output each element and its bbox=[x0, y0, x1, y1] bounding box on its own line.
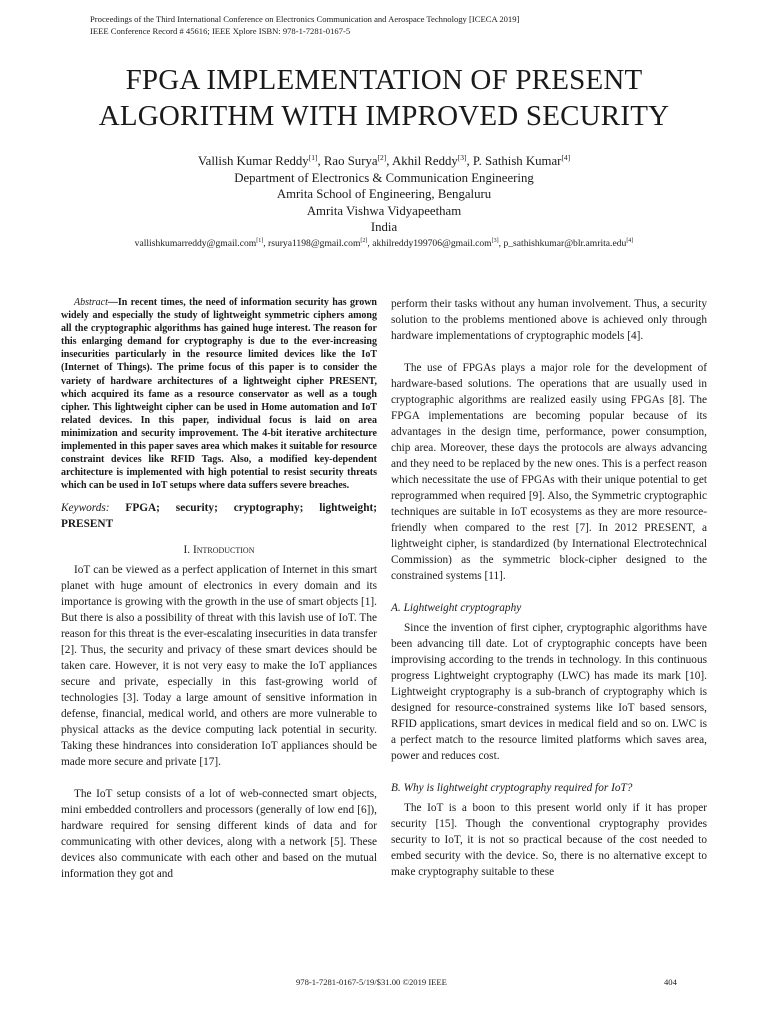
email: vallishkumarreddy@gmail.com bbox=[134, 238, 257, 249]
author-names bbox=[40, 153, 728, 170]
intro-paragraph-2: The IoT setup consists of a lot of web-connected smart objects, mini embedded controllers and processors (generally of low end [6]), hardware required for sensing different kinds of data and for communicating with other devices, along with a network [5]. These devices also communicate with each other and based on the mutual information they got and bbox=[61, 788, 377, 881]
running-header bbox=[90, 13, 519, 37]
affiliation-school: Amrita School of Engineering, Bengaluru bbox=[276, 187, 492, 201]
email-ref: [3] bbox=[491, 238, 499, 244]
keywords bbox=[61, 500, 377, 532]
email: akhilreddy199706@gmail.com bbox=[372, 238, 492, 249]
separator: , bbox=[367, 238, 373, 249]
subsection-heading-a bbox=[391, 600, 707, 616]
subsection-title: Why is lightweight cryptography required for IoT? bbox=[403, 782, 633, 794]
header-line-1: Proceedings of the Third International Conference on Electronics Communication and Aerospace Technology [ICECA 2019] bbox=[90, 14, 520, 24]
author-block bbox=[40, 153, 728, 236]
subsection-label: B. bbox=[391, 782, 404, 794]
email: p_sathishkumar@blr.amrita.edu bbox=[503, 238, 627, 249]
email-ref: [2] bbox=[360, 238, 368, 244]
author-ref: [4] bbox=[561, 153, 571, 162]
subsection-heading-b bbox=[391, 780, 707, 796]
separator: , bbox=[466, 154, 473, 168]
header-line-2: IEEE Conference Record # 45616; IEEE Xplore ISBN: 978-1-7281-0167-5 bbox=[90, 26, 351, 36]
affiliation-department: Department of Electronics & Communication Engineering bbox=[234, 170, 534, 185]
affiliation-university: Amrita Vishwa Vidyapeetham bbox=[306, 203, 462, 218]
author-ref: [1] bbox=[308, 153, 318, 162]
email: rsurya1198@gmail.com bbox=[268, 238, 361, 249]
intro-paragraph-1: IoT can be viewed as a perfect application of Internet in this smart planet with huge amount of electronics in every domain and its importance is growing with the growth in the use of smart objects [1]. But there is also a possibility of threat with this lavish use of IoT. The reason for this threat is the ever-escalating insecurities in data transfer [2]. Thus, the security and privacy of these smart devices should be taken care. However, it is not very easy to make the IoT appliances secure and private, especially in this fast-growing world of technologies [3]. Today a large amount of sensitive information in defense, financial, medical world, and others are more vulnerable to physical attacks as the device computing lack potential in security. Taking these hindrances into consideration IoT appliances should be made more secure and private [17]. bbox=[61, 564, 377, 769]
intro-paragraph-2-continued: perform their tasks without any human involvement. Thus, a security solution to the problems mentioned above is achieved only through hardware implementations of cryptographic models [4]. bbox=[391, 298, 707, 342]
intro-paragraph-3: The use of FPGAs plays a major role for the development of hardware-based solutions. The operations that are usually used in cryptographic algorithms are realized easily using FPGAs [8]. The FPGA implementations are becoming popular because of its advantages in the design time, performance, power consumption, chip area. Moreover, these days the protocols are always advancing and they need to be replaced by the new ones. This is a perfect reason which necessitate the use of FPGAs with their unique potential to get reprogrammed when required [9]. Also, the Symmetric cryptographic techniques are suitable in IoT ecosystems as they are more resource-friendly when compared to the rest [7]. In 2012 PRESENT, a lightweight cipher, is standardized (by International Electrotechnical Commission) as the symmetric block-cipher designed to the constrained systems [11]. bbox=[391, 362, 707, 582]
subsection-label: A. bbox=[391, 602, 404, 614]
author-name: Akhil Reddy bbox=[392, 154, 458, 168]
title-line-1: FPGA IMPLEMENTATION OF PRESENT bbox=[125, 64, 643, 96]
email-ref: [4] bbox=[626, 238, 634, 244]
author-emails bbox=[40, 238, 728, 250]
paper-title bbox=[40, 62, 728, 134]
subsection-title: Lightweight cryptography bbox=[403, 602, 522, 614]
right-column bbox=[391, 296, 707, 880]
subsection-a-paragraph: Since the invention of first cipher, cryptographic algorithms have been advancing till date. Lot of cryptographic concepts have been improvising according to the trends in technology. In this continuous progress Lightweight cryptography (LWC) has made its mark [10]. Lightweight cryptography is a sub-branch of cryptography which is designed for resource-constrained systems like IoT based sensors, RFID applications, smart devices in medical field and so on. LWC is a perfect match to the resource limited platforms which saves area, power and reduces cost. bbox=[391, 622, 707, 762]
subsection-b-paragraph: The IoT is a boon to this present world only if it has proper security [15]. Though the conventional cryptography provides security to IoT, it is not so practical because of the cost needed to embed security with the device. So, there is no alternative except to make cryptography suitable to these bbox=[391, 802, 707, 878]
keywords-text: FPGA; security; cryptography; lightweight; PRESENT bbox=[61, 502, 377, 531]
author-ref: [3] bbox=[457, 153, 467, 162]
author-ref: [2] bbox=[377, 153, 387, 162]
title-line-2: ALGORITHM WITH IMPROVED SECURITY bbox=[98, 100, 670, 132]
abstract-label: Abstract bbox=[74, 297, 108, 308]
separator: , bbox=[386, 154, 392, 168]
left-column bbox=[61, 296, 377, 882]
author-name: P. Sathish Kumar bbox=[472, 154, 562, 168]
author-name: Vallish Kumar Reddy bbox=[197, 154, 309, 168]
abstract-text: —In recent times, the need of information security has grown widely and especially the study of lightweight symmetric ciphers among all the cryptographic algorithms has gained huge interest. The reason for this enlarging demand for cryptography is due to the ever-increasing insecurities particularly in the resource limited devices like the IoT (Internet of Things). The prime focus of this paper is to consider the variety of hardware architectures of a lightweight cipher PRESENT, which acquired its fame as a resource conservator as well as a tough cipher. This lightweight cipher can be used in Home automation and IoT related devices. In this paper, individual focus is laid on area minimization and security improvement. The 4-bit iterative architecture implemented in this paper saves area which makes it suitable for resource constraint devices like RFID Tags. Also, a modified key-dependent architecture is implemented with high potential to resist security threats which can be used in IoT setups where data suffers severe breaches. bbox=[61, 297, 377, 492]
footer-copyright: 978-1-7281-0167-5/19/$31.00 ©2019 IEEE bbox=[296, 977, 447, 987]
section-heading-introduction bbox=[61, 542, 377, 558]
page-number: 404 bbox=[664, 977, 677, 987]
abstract bbox=[61, 296, 377, 492]
affiliation-country: India bbox=[370, 220, 398, 234]
author-name: Rao Surya bbox=[323, 154, 378, 168]
section-number: I. bbox=[183, 544, 193, 557]
separator: , bbox=[317, 154, 324, 168]
section-title: Introduction bbox=[192, 544, 255, 557]
keywords-label: Keywords: bbox=[61, 502, 110, 515]
separator: , bbox=[263, 238, 269, 249]
separator: , bbox=[498, 238, 504, 249]
email-ref: [1] bbox=[256, 238, 264, 244]
